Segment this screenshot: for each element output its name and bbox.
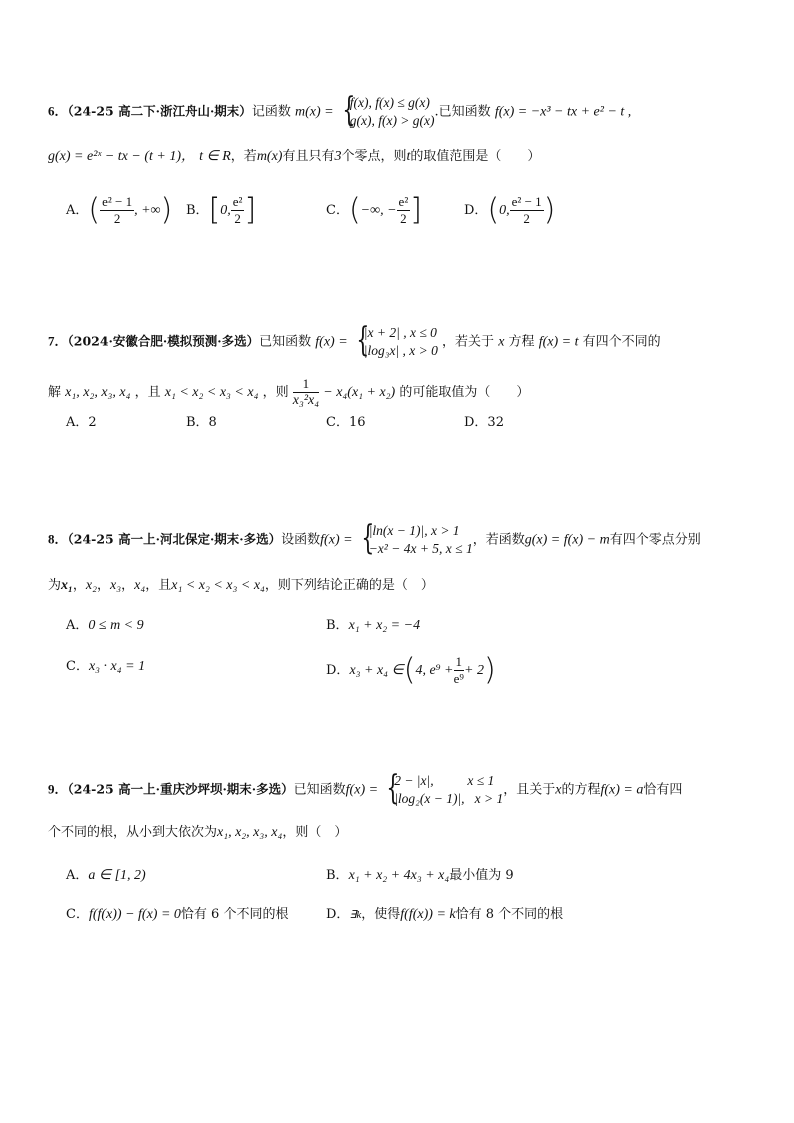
q7-source: （2024·安徽合肥·模拟预测·多选） (67, 333, 260, 349)
q6-m-def: m(x) = (294, 104, 334, 120)
option-label: C． (326, 203, 349, 218)
q6-option-a[interactable] (66, 194, 172, 227)
brace-icon: { (361, 518, 374, 558)
q9-equation: f(x) = a (600, 782, 644, 798)
q7-option-b[interactable]: B．8 (186, 415, 217, 430)
q8-text4: 为 (48, 578, 62, 593)
left-paren-icon: ( (403, 652, 416, 688)
option-body: 4, e⁹ + (415, 663, 454, 678)
q9-text3: 的方程 (561, 782, 601, 798)
q7-text6: ，且 (134, 385, 161, 400)
q8-piecewise (357, 518, 473, 558)
left-paren-icon: ( (88, 192, 101, 228)
q8-comma: ， (72, 578, 86, 593)
q7-roots: x₁, x₂, x₃, x₄ (65, 385, 131, 400)
option-tail: , +∞ (134, 203, 161, 218)
q7-text7: ，则 (262, 385, 289, 400)
option-label: A． (66, 868, 89, 883)
option-label: D． (464, 203, 488, 218)
fraction: $\frac{\text{e² − 1}}{2}$ (511, 194, 542, 226)
right-bracket-icon: ] (244, 192, 257, 228)
option-label: C． (66, 907, 89, 922)
q9-source: （24-25 高一上·重庆沙坪坝·期末·多选） (67, 781, 294, 797)
q7-text4: 有四个不同的 (582, 334, 661, 350)
left-paren-icon: ( (348, 192, 361, 228)
option-expr: x₁ + x₂ = −4 (348, 618, 421, 633)
option-label: C． (66, 659, 89, 674)
q6-case2: g(x), f(x) > g(x) (349, 113, 435, 128)
q9-option-c[interactable] (66, 906, 288, 924)
q6-case1: f(x), f(x) ≤ g(x) (349, 95, 430, 110)
fraction: $\frac{\text{e²}}{2}$ (398, 194, 409, 226)
q6-f-def: f(x) = −x³ − tx + e² − t , (494, 104, 632, 120)
q7-piecewise (352, 320, 438, 360)
option-label: B． (186, 203, 209, 218)
option-expr: f(f(x)) = k (400, 907, 456, 922)
q8-stem-line1 (48, 518, 701, 558)
q8-source: （24-25 高一上·河北保定·期末·多选） (67, 531, 282, 547)
option-exists: ∃k (349, 909, 362, 921)
q7-case1: |x + 2| , x ≤ 0 (363, 325, 437, 340)
q7-x: x (498, 334, 505, 350)
q8-text1: 设函数 (281, 532, 321, 548)
q9-roots: x₁, x₂, x₃, x₄ (217, 825, 283, 840)
q7-text2: ，若关于 (442, 334, 495, 350)
q6-g-def: g(x) = e²ˣ − tx − (t + 1)， (48, 149, 196, 164)
q6-t-domain: t ∈ R (199, 149, 231, 164)
q9-text6: ，则（ ） (282, 825, 348, 840)
q8-option-c[interactable] (66, 658, 145, 676)
option-head: 0, (220, 203, 231, 218)
q8-option-b[interactable] (326, 617, 420, 635)
q6-text2: .已知函数 (434, 104, 491, 120)
left-paren-icon: ( (487, 192, 500, 228)
q6-piecewise (338, 90, 435, 130)
q6-stem-line1 (48, 90, 632, 130)
q7-expression: − x₄(x₁ + x₂) (323, 385, 396, 400)
option-head: x₃ + x₄ ∈ (349, 663, 404, 678)
right-paren-icon: ) (483, 652, 496, 688)
q9-case1: 2 − |x|, x ≤ 1 (394, 773, 495, 788)
q7-text3: 方程 (508, 334, 535, 350)
q8-number: 8． (48, 531, 68, 547)
option-label: D． (326, 663, 350, 678)
q7-option-c[interactable]: C．16 (326, 415, 366, 430)
q9-text4: 恰有四 (643, 782, 683, 798)
q8-case1: |ln(x − 1)|, x > 1 (368, 523, 460, 538)
option-head: 0, (499, 203, 510, 218)
q9-text2: ，且关于 (503, 782, 556, 798)
option-expr: f(f(x)) − f(x) = 0 (88, 907, 181, 922)
option-label: D． (326, 907, 350, 922)
right-paren-icon: ) (160, 192, 173, 228)
option-tail: + 2 (464, 663, 484, 678)
option-label: A． (66, 203, 89, 218)
q6-text6: 的取值范围是（ ） (410, 149, 541, 164)
q7-order: x₁ < x₂ < x₃ < x₄ (164, 385, 259, 400)
q8-option-d[interactable] (326, 654, 496, 687)
right-bracket-icon: ] (410, 192, 422, 228)
q9-option-a[interactable] (66, 867, 146, 885)
option-label: B． (326, 868, 349, 883)
q7-f-def: f(x) = (315, 334, 348, 350)
q9-stem-line1 (48, 768, 683, 808)
brace-icon: { (386, 768, 400, 808)
q7-stem-line2 (48, 376, 529, 409)
q6-t: t (406, 149, 411, 164)
fraction: $\frac{\text{e²}}{2}$ (232, 194, 243, 226)
q8-text7: ，则下列结论正确的是（ ） (264, 578, 434, 593)
q7-text8: 的可能取值为（ ） (399, 385, 530, 400)
q9-number: 9． (48, 781, 68, 797)
option-expr: x₁ + x₂ + 4x₃ + x₄ (348, 868, 450, 883)
fraction: $\frac{1}{\text{e⁹}}$ (453, 654, 464, 686)
q6-text5: 个零点，则 (341, 149, 407, 164)
option-expr: a ∈ [1, 2) (88, 868, 146, 883)
q9-text5: 个不同的根，从小到大依次为 (48, 825, 218, 840)
option-text: 恰有 6 个不同的根 (180, 907, 289, 922)
q9-option-b[interactable] (326, 867, 514, 885)
q6-number: 6． (48, 103, 68, 119)
q6-option-c[interactable] (326, 194, 422, 227)
q7-stem-line1 (48, 320, 661, 360)
brace-icon: { (356, 320, 370, 360)
left-bracket-icon: [ (208, 192, 221, 228)
q6-option-d[interactable] (464, 194, 555, 227)
right-paren-icon: ) (543, 192, 556, 228)
option-text: 恰有 8 个不同的根 (455, 907, 564, 922)
q8-f-def: f(x) = (320, 532, 353, 548)
q7-text1: 已知函数 (259, 334, 312, 350)
q6-source: （24-25 高二下·浙江舟山·期末） (67, 103, 252, 119)
q8-g-def: g(x) = f(x) − m (524, 532, 610, 548)
q8-x4: x₄ (134, 578, 146, 593)
q8-order: x₁ < x₂ < x₃ < x₄ (171, 578, 265, 593)
fraction: $\frac{\text{e² − 1}}{2}$ (102, 194, 133, 226)
q8-comma: ， (121, 578, 135, 593)
q7-case2: |log₃x| , x > 0 (363, 343, 438, 358)
option-label: A． (66, 618, 89, 633)
q6-text3: ，若 (230, 149, 257, 164)
q8-text3: 有四个零点分别 (609, 532, 701, 548)
q9-stem-line2 (48, 824, 347, 842)
q9-text1: 已知函数 (293, 782, 346, 798)
q9-case2: |log₂(x − 1)|, x > 1 (394, 791, 504, 806)
q6-mx: m(x) (256, 149, 283, 164)
q6-three: 3 (334, 149, 342, 164)
option-text: 最小值为 9 (449, 868, 514, 883)
q8-text6: ，且 (145, 578, 172, 593)
q9-piecewise (382, 768, 504, 808)
q7-number: 7． (48, 333, 68, 349)
q7-equation: f(x) = t (538, 334, 579, 350)
q8-option-a[interactable] (66, 617, 144, 635)
option-label: B． (326, 618, 349, 633)
q8-x1: x₁ (61, 578, 73, 593)
option-text: ，使得 (361, 907, 401, 922)
q6-stem-line2 (48, 148, 540, 166)
q9-f-def: f(x) = (345, 782, 379, 798)
q8-text2: ，若函数 (472, 532, 525, 548)
option-expr: x₃ · x₄ = 1 (88, 659, 146, 674)
q6-option-b[interactable] (186, 194, 256, 227)
q8-x2: x₂ (85, 578, 98, 593)
option-head: −∞, − (360, 203, 397, 218)
q9-x: x (555, 782, 562, 798)
q8-stem-line2 (48, 577, 434, 595)
q7-option-a[interactable]: A．2 (66, 415, 97, 430)
q8-comma: ， (97, 578, 111, 593)
q9-option-d[interactable] (326, 906, 563, 924)
q7-fraction: $\frac{1}{\text{x₃²x₄}}$ (292, 376, 320, 408)
q8-x3: x₃ (110, 578, 122, 593)
q7-text5: 解 (48, 385, 62, 400)
q7-option-d[interactable]: D．32 (464, 415, 504, 430)
q6-text: 记函数 (251, 104, 291, 120)
q8-case2: −x² − 4x + 5, x ≤ 1 (368, 541, 473, 556)
brace-icon: { (342, 90, 356, 130)
q6-text4: 有且只有 (282, 149, 335, 164)
option-expr: 0 ≤ m < 9 (88, 618, 144, 633)
